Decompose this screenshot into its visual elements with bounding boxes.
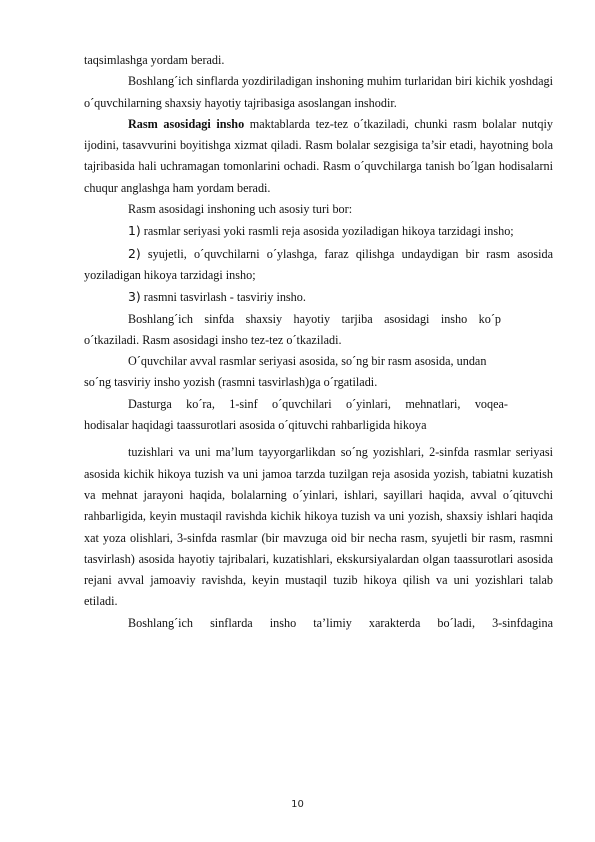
- list-item-2: [84, 243, 553, 287]
- paragraph-curriculum-detail: tuzishlari va uni ma’lum tayyorgarlikdan so´ng yozishlari, 2-sinfda rasmlar seriyasi asosida kichik hikoya tuzish va uni jamoa tarzda tuzilgan reja asosida yozish, tabiatni kuzatish va mehnat jarayoni haqida, bolalarning o´yinlari, ishlari, sayillari haqida, avval o´qituvchi rahbarligida, keyin mustaqil ravishda kichik hikoya tuzish va uni yozish, shaxsiy ishlari haqida xat yoza olishlari, 3-sinfda rasmlar (bir mavzuga oid bir necha rasm, syujetli bir rasm, rasmni tasvirlash) asosida hayotiy tajribalari, kuzatishlari, ekskursiyalardan olgan taassurotlari asosida rejani avval jamoaviy ravishda, keyin mustaqil tuzib hikoya qilish va uni yozishlari talab etiladi.: [84, 445, 553, 609]
- page-number: 10: [291, 799, 304, 810]
- paragraph-line: o´tkaziladi. Rasm asosidagi insho tez-tez o´tkaziladi.: [84, 332, 342, 347]
- list-text: rasmni tasvirlash - tasviriy insho.: [140, 290, 306, 305]
- list-text: rasmlar seriyasi yoki rasmli reja asosida yoziladigan hikoya tarzidagi insho;: [140, 224, 514, 239]
- list-number: 1): [128, 223, 141, 239]
- document-page: [84, 50, 553, 634]
- paragraph-insho-character: Boshlang´ich sinflarda insho ta’limiy xarakterda bo´ladi, 3-sinfdagina: [128, 615, 553, 630]
- paragraph-curriculum: [84, 394, 553, 437]
- list-number: 2): [128, 245, 141, 261]
- paragraph-line: hodisalar haqidagi taassurotlari asosida o´qituvchi rahbarligida hikoya: [84, 418, 427, 433]
- paragraph-line: so´ng tasviriy insho yozish (rasmni tasvirlash)ga o´rgatiladi.: [84, 375, 378, 390]
- paragraph-types-intro: Rasm asosidagi inshoning uch asosiy turi bor:: [128, 202, 353, 217]
- paragraph-picture-essay: [84, 114, 553, 199]
- paragraph-text: maktablarda tez-tez o´tkaziladi, chunki rasm bolalar nutqiy ijodini, tasavvurini boyitishga xizmat qiladi. Rasm bolalar sezgisiga ta’sir etadi, hayotning bola tajribasida hali uchramagan tomonlarini ochadi. Rasm o´quvchilarga tanish bo´lgan hodisalarni chuqur anglashga ham yordam beradi.: [84, 116, 554, 195]
- list-text: syujetli, o´quvchilarni o´ylashga, faraz qilishga undaydigan bir rasm asosida yoziladigan hikoya tarzidagi insho;: [84, 246, 553, 282]
- list-number: 3): [128, 289, 141, 305]
- paragraph-personal-often: [84, 309, 553, 352]
- paragraph-line: Boshlang´ich sinfda shaxsiy hayotiy tarjiba asosidagi insho ko´p: [128, 311, 501, 326]
- paragraph-personal-experience: Boshlang´ich sinflarda yozdiriladigan inshoning muhim turlaridan biri kichik yoshdagi o´quvchilarning shaxsiy hayotiy tajribasiga asoslangan inshodir.: [84, 74, 553, 110]
- list-item-1: [84, 220, 553, 242]
- paragraph-line: O´quvchilar avval rasmlar seriyasi asosida, so´ng bir rasm asosida, undan: [128, 354, 487, 369]
- paragraph-line: Dasturga ko´ra, 1-sinf o´quvchilari o´yinlari, mehnatlari, voqea-: [128, 396, 508, 411]
- paragraph-sequence: [84, 351, 553, 394]
- list-item-3: [84, 286, 553, 308]
- term-bold: Rasm asosidagi insho: [128, 116, 245, 131]
- paragraph-continuation: taqsimlashga yordam beradi.: [84, 53, 225, 67]
